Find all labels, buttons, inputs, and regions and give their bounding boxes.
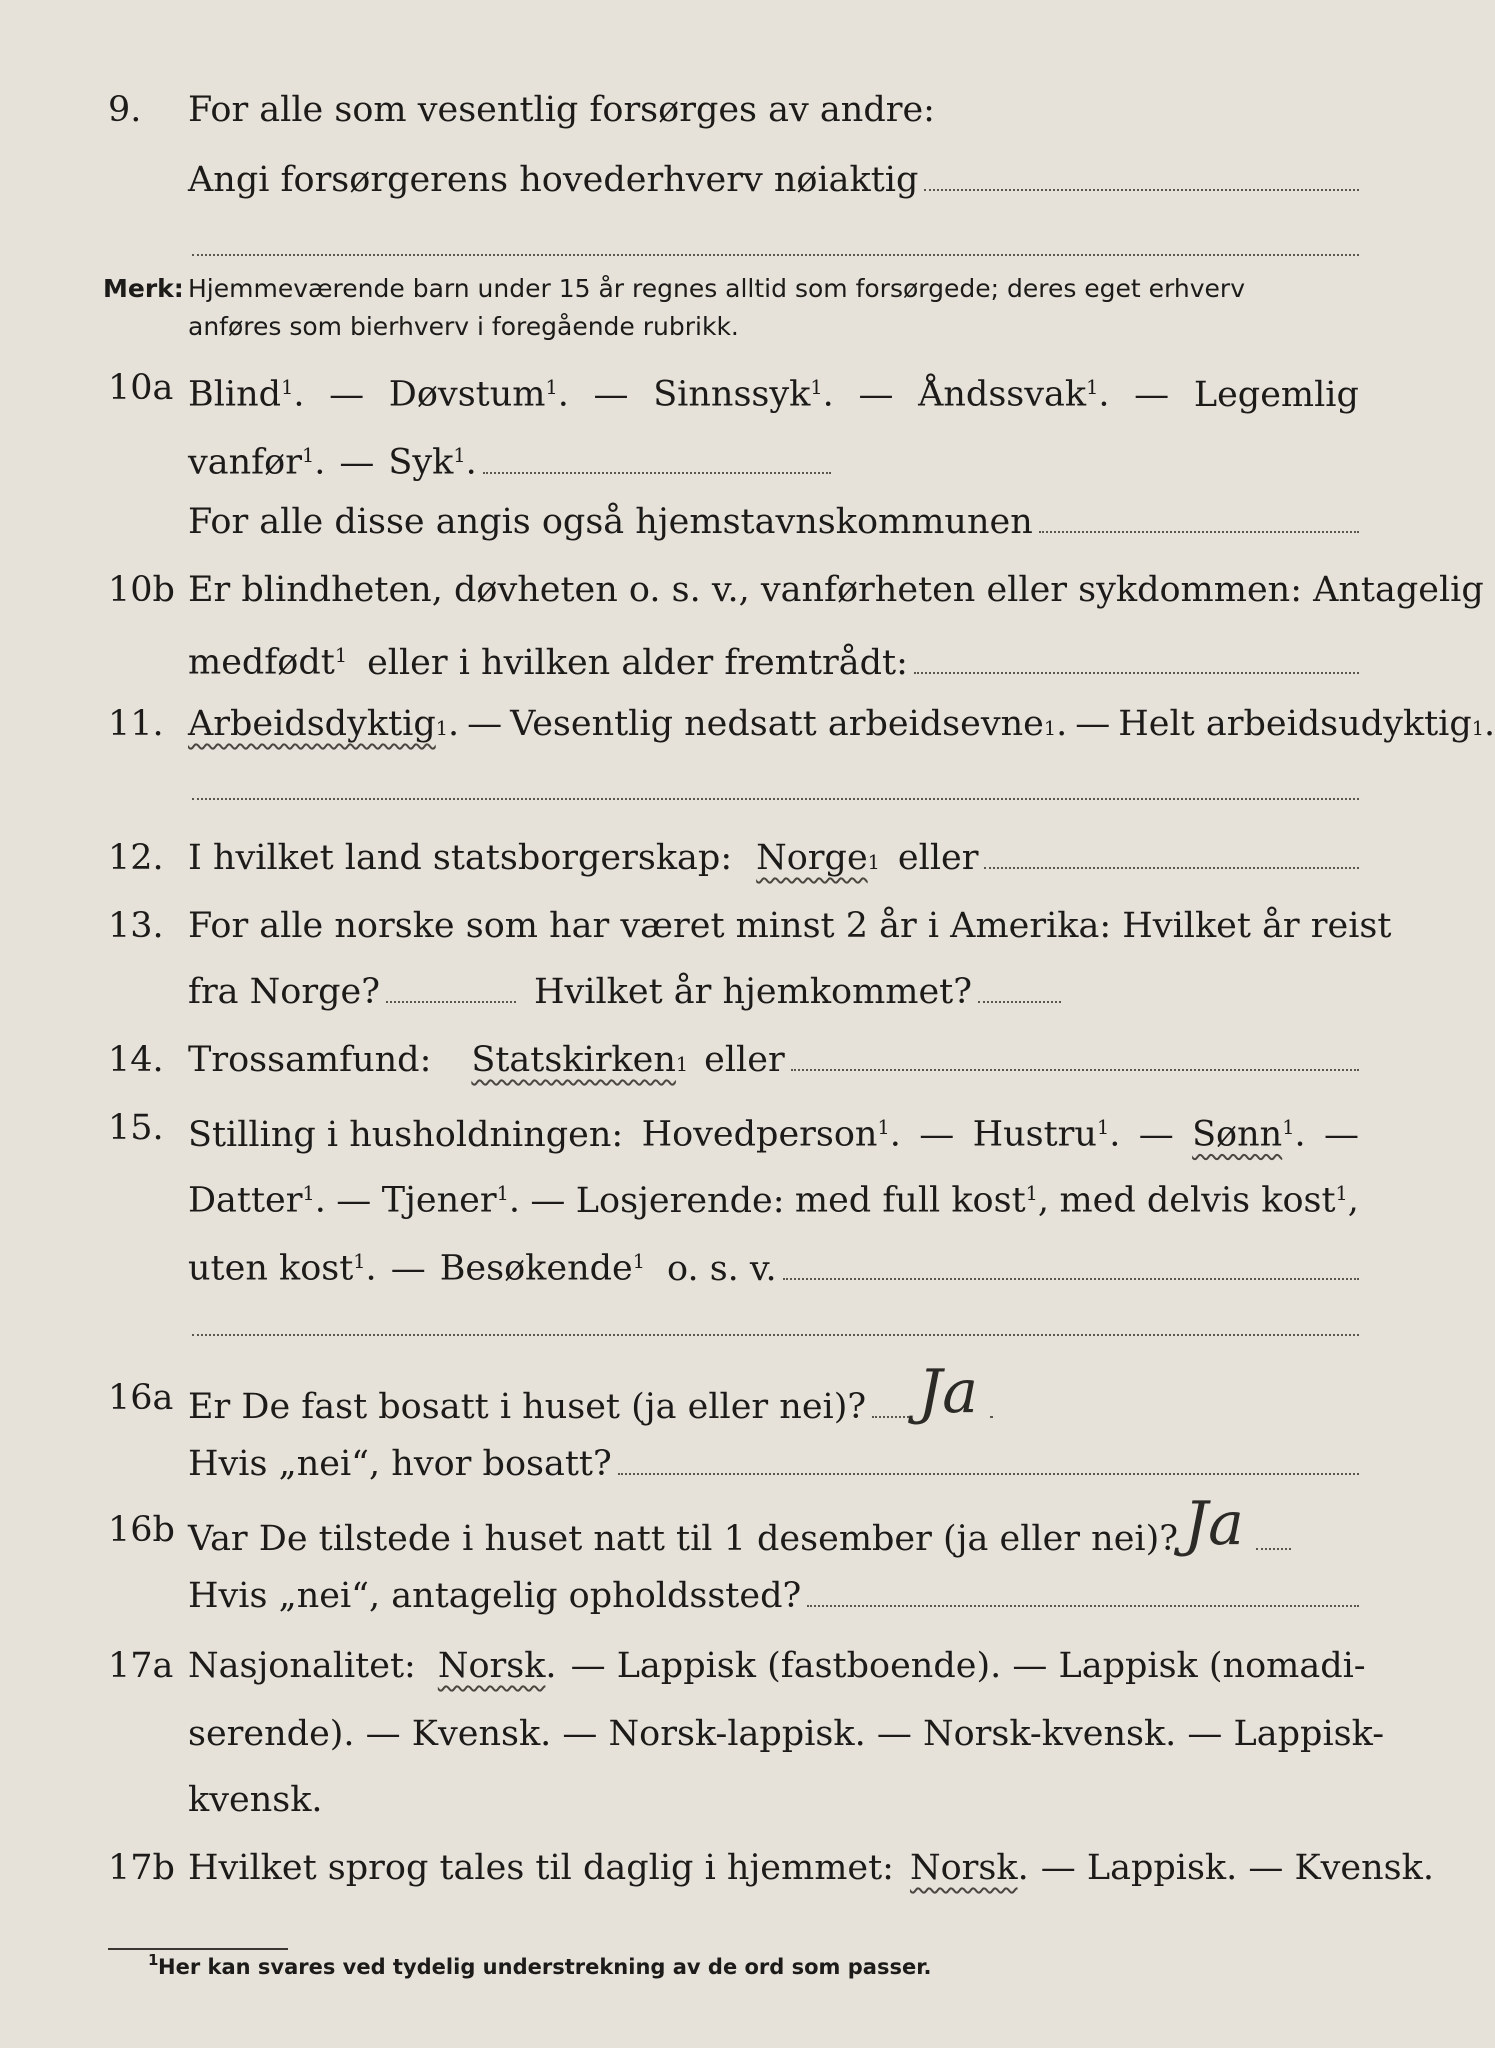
q10b-age-field[interactable] xyxy=(914,638,1359,674)
q17a-norsk[interactable]: Norsk xyxy=(437,1646,546,1686)
q15-extra-field[interactable] xyxy=(192,1334,1359,1336)
q11-udyktig[interactable]: Helt arbeidsudyktig xyxy=(1118,704,1472,744)
q14-number: 14. xyxy=(108,1040,164,1080)
q10b-line2 xyxy=(0,628,1431,684)
q11-line: 11. Arbeidsdyktig 1 . — Vesentlig nedsatt arbeidsevne 1 . — Helt arbeidsudyktig 1 . xyxy=(0,696,1431,752)
q12-question: I hvilket land statsborgerskap: xyxy=(188,838,733,878)
q16a-line2 xyxy=(0,1436,1431,1492)
q14-field[interactable] xyxy=(791,1035,1359,1071)
q15-datter[interactable]: Datter xyxy=(188,1180,303,1221)
q9-number: 9. xyxy=(108,90,142,130)
q10b-line1 xyxy=(0,562,1484,618)
q13-line2 xyxy=(0,964,1431,1020)
q15-hustru[interactable]: Hustru xyxy=(972,1114,1097,1155)
q12-eller: eller xyxy=(897,838,979,878)
q15-tjener[interactable]: Tjener xyxy=(381,1180,497,1221)
q15-sonn[interactable]: Sønn xyxy=(1192,1114,1283,1155)
q17a-line3 xyxy=(0,1772,1431,1828)
q16a-where-field[interactable] xyxy=(618,1439,1359,1475)
merk-note xyxy=(103,270,1359,346)
q15-osv: o. s. v. xyxy=(666,1248,777,1289)
q16b-where-field[interactable] xyxy=(807,1571,1359,1607)
q17a-line1: 17a Nasjonalitet: Norsk . — Lappisk (fastboende). — Lappisk (nomadi- xyxy=(0,1638,1431,1694)
footnote xyxy=(148,1951,932,1979)
q13-number: 13. xyxy=(108,906,164,946)
q15-line2: Datter$^1$. — Tjener$^1$. — Losjerende: med full kost$^1$, med delvis kost$^1$, xyxy=(0,1166,1431,1222)
merk-text-1: Hjemmeværende barn under 15 år regnes alltid som forsørgede; deres eget erhverv xyxy=(188,274,1245,303)
q10a-blind[interactable]: Blind xyxy=(188,374,282,415)
q12-number: 12. xyxy=(108,838,164,878)
q10a-line2: vanfør$^1$. — Syk$^1$. xyxy=(0,428,1431,484)
q14-line: 14. Trossamfund: Statskirken 1 eller xyxy=(0,1032,1431,1088)
footnote-rule xyxy=(108,1948,288,1950)
q10a-dovstum[interactable]: Døvstum xyxy=(388,374,546,415)
merk-label: Merk: xyxy=(103,274,184,303)
q14-eller: eller xyxy=(704,1040,785,1080)
q9-question: For alle som vesentlig forsørges av andre: xyxy=(188,90,935,130)
q16a-answer[interactable]: Ja xyxy=(918,1357,978,1427)
q10b-question: Er blindheten, døvheten o. s. v., vanførheten eller sykdommen: Antagelig xyxy=(188,570,1484,610)
q15-line1: 15. Stilling i husholdningen: Hovedperson$^1$. — Hustru$^1$. — Sønn$^1$. — xyxy=(0,1100,1431,1156)
q15-line3: uten kost$^1$. — Besøkende$^1$ o. s. v. xyxy=(0,1234,1431,1290)
q15-delvis-kost[interactable]: med delvis kost xyxy=(1059,1180,1336,1221)
q14-question: Trossamfund: xyxy=(188,1040,432,1080)
q13-left-label: fra Norge? xyxy=(188,972,380,1012)
q16a-number: 16a xyxy=(108,1378,174,1418)
q15-losjerende: Losjerende: xyxy=(575,1180,785,1221)
q15-besokende[interactable]: Besøkende$^1$ xyxy=(439,1248,645,1289)
q10b-age-label: eller i hvilken alder fremtrådt: xyxy=(367,642,908,683)
q15-field[interactable] xyxy=(783,1244,1359,1280)
q10a-vanfor[interactable]: vanfør$^1$. xyxy=(188,442,326,483)
q15-hovedperson[interactable]: Hovedperson xyxy=(641,1114,878,1155)
merk-text-2: anføres som bierhverv i foregående rubrikk. xyxy=(188,312,739,341)
q15-full-kost[interactable]: med full kost xyxy=(794,1180,1026,1221)
q10a-home-label: For alle disse angis også hjemstavnskommunen xyxy=(188,502,1033,542)
footnote-mark: 1 xyxy=(148,1951,159,1969)
q17b-options: — Lappisk. — Kvensk. xyxy=(1040,1848,1434,1888)
q9-extra-field[interactable] xyxy=(192,254,1359,256)
q13-left-field[interactable] xyxy=(386,967,516,1003)
q17a-number: 17a xyxy=(108,1646,174,1686)
q10a-number: 10a xyxy=(108,368,174,408)
q11-nedsatt[interactable]: Vesentlig nedsatt arbeidsevne xyxy=(510,704,1044,744)
q16b-line2 xyxy=(0,1568,1431,1624)
footnote-text: Her kan svares ved tydelig understrekning av de ord som passer. xyxy=(158,1955,932,1979)
q11-arbeidsdyktig[interactable]: Arbeidsdyktig xyxy=(188,704,436,744)
q12-norge[interactable]: Norge xyxy=(756,838,868,878)
q15-lead: Stilling i husholdningen: xyxy=(188,1114,624,1155)
q9-provider-label: Angi forsørgerens hovederhverv nøiaktig xyxy=(188,160,919,200)
q16b-answer[interactable]: Ja xyxy=(1184,1489,1244,1559)
q16a-question: Er De fast bosatt i huset (ja eller nei)? xyxy=(188,1387,867,1427)
q10b-congenital[interactable]: medfødt$^1$ xyxy=(188,642,348,683)
q17a-line2 xyxy=(0,1706,1431,1762)
q10b-number: 10b xyxy=(108,570,175,610)
q12-field[interactable] xyxy=(984,833,1359,869)
q13-line1 xyxy=(0,898,1431,954)
q17a-lead: Nasjonalitet: xyxy=(188,1646,416,1686)
q10a-home-field[interactable] xyxy=(1039,497,1359,533)
q15-uten-kost[interactable]: uten kost$^1$. xyxy=(188,1248,377,1289)
q10a-line1: 10a Blind$^1$. — Døvstum$^1$. — Sinnssyk$^1$. — Åndssvak$^1$. — Legemlig xyxy=(0,360,1431,416)
q17a-options-2: serende). — Kvensk. — Norsk-lappisk. — Norsk-kvensk. — Lappisk- xyxy=(188,1714,1385,1754)
q16b-question: Var De tilstede i huset natt til 1 desember (ja eller nei)? xyxy=(188,1519,1179,1559)
q9-provider-field[interactable] xyxy=(924,155,1359,191)
q13-return-field[interactable] xyxy=(978,967,1061,1003)
q17a-options-1: — Lappisk (fastboende). — Lappisk (nomadi- xyxy=(570,1646,1366,1686)
q9-line2 xyxy=(0,152,1431,208)
q11-number: 11. xyxy=(108,704,164,744)
q13-return-label: Hvilket år hjemkommet? xyxy=(534,972,973,1012)
q10a-field[interactable] xyxy=(483,438,831,474)
q16b-where-label: Hvis „nei“, antagelig opholdssted? xyxy=(188,1576,802,1616)
q10a-andssvak[interactable]: Åndssvak xyxy=(918,374,1087,415)
q11-extra-field[interactable] xyxy=(192,798,1359,800)
q10a-sinnssyk[interactable]: Sinnssyk xyxy=(653,374,811,415)
q16a-where-label: Hvis „nei“, hvor bosatt? xyxy=(188,1444,612,1484)
q14-statskirken[interactable]: Statskirken xyxy=(471,1040,676,1080)
q15-number: 15. xyxy=(108,1108,164,1148)
q17b-norsk[interactable]: Norsk xyxy=(909,1848,1018,1888)
q12-line: 12. I hvilket land statsborgerskap: Norge 1 eller xyxy=(0,830,1431,886)
q10a-syk[interactable]: Syk$^1$. xyxy=(388,442,477,483)
q16a-line1 xyxy=(0,1357,1431,1427)
q16b-number: 16b xyxy=(108,1510,175,1550)
q13-question: For alle norske som har været minst 2 år i Amerika: Hvilket år reist xyxy=(188,906,1392,946)
q17b-line: 17b Hvilket sprog tales til daglig i hjemmet: Norsk . — Lappisk. — Kvensk. xyxy=(0,1840,1431,1896)
q17b-number: 17b xyxy=(108,1848,175,1888)
q17b-lead: Hvilket sprog tales til daglig i hjemmet: xyxy=(188,1848,894,1888)
q16b-line1 xyxy=(0,1489,1431,1559)
q10a-line3 xyxy=(0,494,1431,550)
q9-line1 xyxy=(0,82,1431,138)
q10a-legemlig[interactable]: Legemlig xyxy=(1193,374,1359,415)
q17a-options-3: kvensk. xyxy=(188,1780,323,1820)
